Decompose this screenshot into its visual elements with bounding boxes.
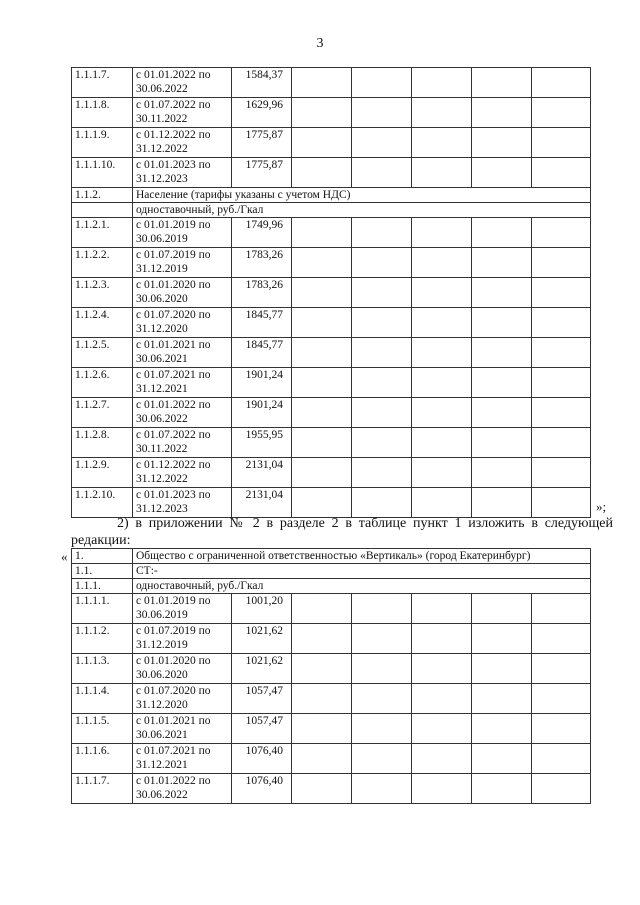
row-code: 1.1.2.10. [72,488,133,518]
period-line: 31.12.2020 [136,699,188,711]
empty-cell [412,774,472,804]
period-line: 31.12.2022 [136,143,188,155]
empty-cell [472,248,532,278]
empty-cell [412,684,472,714]
paragraph-line-2: редакции: [71,533,131,548]
empty-cell [472,684,532,714]
table-section-row [72,549,591,564]
period-line: 30.06.2022 [136,789,188,801]
period-line: с 01.01.2022 по [136,399,211,411]
row-code: 1.1.2.1. [72,218,133,248]
row-code: 1.1.1.7. [72,774,133,804]
empty-cell [352,368,412,398]
section-title: Население (тарифы указаны с учетом НДС) [133,188,591,203]
row-code: 1.1.1.1. [72,594,133,624]
page-number: 3 [316,36,324,51]
period-line: 30.11.2022 [136,113,188,125]
empty-cell [532,714,591,744]
period-cell [133,158,232,188]
empty-cell [292,68,352,98]
tariff-value: 2131,04 [232,488,292,518]
tariff-value: 1845,77 [232,308,292,338]
table-row [72,744,591,774]
tariff-value: 1076,40 [232,774,292,804]
tariff-value: 1749,96 [232,218,292,248]
table-row [72,398,591,428]
empty-cell [472,128,532,158]
empty-cell [472,278,532,308]
period-cell [133,774,232,804]
empty-cell [292,624,352,654]
empty-cell [472,218,532,248]
period-line: с 01.01.2020 по [136,655,211,667]
period-cell [133,714,232,744]
empty-cell [412,594,472,624]
period-line: 31.12.2023 [136,173,188,185]
empty-cell [412,398,472,428]
empty-cell [412,488,472,518]
table-row [72,68,591,98]
tariff-value: 1783,26 [232,248,292,278]
row-code: 1.1.1.8. [72,98,133,128]
table-row [72,488,591,518]
empty-cell [472,458,532,488]
empty-cell [352,338,412,368]
empty-cell [532,458,591,488]
empty-cell [412,98,472,128]
empty-cell [472,714,532,744]
empty-cell [532,218,591,248]
period-line: 31.12.2022 [136,473,188,485]
table-row [72,308,591,338]
table-row [72,158,591,188]
empty-cell [292,458,352,488]
period-cell [133,654,232,684]
empty-cell [352,428,412,458]
period-line: с 01.01.2021 по [136,339,211,351]
empty-cell [292,714,352,744]
period-cell [133,338,232,368]
tariff-value: 1845,77 [232,338,292,368]
empty-cell [412,654,472,684]
empty-cell [292,488,352,518]
empty-cell [532,308,591,338]
table-row [72,774,591,804]
empty-cell [352,654,412,684]
tariff-value: 1901,24 [232,368,292,398]
empty-cell [352,308,412,338]
empty-cell [532,338,591,368]
empty-cell [352,248,412,278]
empty-cell [472,158,532,188]
empty-cell [292,428,352,458]
period-line: с 01.12.2022 по [136,459,211,471]
period-cell [133,488,232,518]
period-cell [133,308,232,338]
period-line: 30.06.2022 [136,83,188,95]
empty-cell [532,654,591,684]
period-line: 30.06.2021 [136,353,188,365]
table-row [72,684,591,714]
empty-cell [352,158,412,188]
period-cell [133,98,232,128]
table-row [72,654,591,684]
period-line: 30.06.2021 [136,729,188,741]
period-line: с 01.12.2022 по [136,129,211,141]
table-row [72,624,591,654]
period-line: 30.06.2022 [136,413,188,425]
period-line: с 01.07.2022 по [136,99,211,111]
period-line: 30.06.2019 [136,233,188,245]
period-cell [133,128,232,158]
empty-cell [532,278,591,308]
table-section-row [72,203,591,218]
period-line: с 01.01.2023 по [136,159,211,171]
empty-cell [352,594,412,624]
table-row [72,218,591,248]
empty-cell [532,68,591,98]
section-title: Общество с ограниченной ответственностью «Вертикаль» (город Екатеринбург) [133,549,591,564]
empty-cell [532,684,591,714]
empty-cell [532,594,591,624]
empty-cell [352,624,412,654]
table-row [72,338,591,368]
empty-cell [292,654,352,684]
row-code: 1.1.2.6. [72,368,133,398]
row-code: 1.1.2.8. [72,428,133,458]
period-cell [133,218,232,248]
row-code: 1.1.1.7. [72,68,133,98]
tariff-table-top-body [72,68,591,518]
section-title: одноставочный, руб./Гкал [133,579,591,594]
opening-quote-mark: « [61,549,68,564]
empty-cell [412,428,472,458]
empty-cell [352,278,412,308]
row-code: 1.1.1.6. [72,744,133,774]
empty-cell [472,98,532,128]
period-line: с 01.01.2022 по [136,775,211,787]
empty-cell [292,128,352,158]
empty-cell [352,68,412,98]
empty-cell [532,398,591,428]
empty-cell [352,218,412,248]
table-section-row [72,188,591,203]
period-line: с 01.07.2022 по [136,429,211,441]
empty-cell [412,158,472,188]
empty-cell [352,398,412,428]
table-row [72,428,591,458]
empty-cell [472,488,532,518]
period-cell [133,428,232,458]
period-cell [133,68,232,98]
table-row [72,368,591,398]
row-code: 1.1.2.9. [72,458,133,488]
table-row [72,594,591,624]
empty-cell [292,218,352,248]
table-row [72,714,591,744]
row-code: 1.1. [72,564,133,579]
row-code: 1.1.2.5. [72,338,133,368]
period-cell [133,744,232,774]
row-code: 1. [72,549,133,564]
period-line: с 01.07.2019 по [136,249,211,261]
empty-cell [412,68,472,98]
period-line: 31.12.2020 [136,323,188,335]
empty-cell [412,458,472,488]
empty-cell [292,368,352,398]
tariff-value: 1057,47 [232,714,292,744]
empty-cell [472,308,532,338]
period-line: 30.06.2019 [136,609,188,621]
paragraph-line-1: 2) в приложении № 2 в разделе 2 в таблице пункт 1 изложить в следующей [117,516,613,531]
period-line: 30.06.2020 [136,669,188,681]
empty-cell [532,488,591,518]
tariff-table-bottom-body [72,549,591,804]
empty-cell [352,714,412,744]
empty-cell [292,98,352,128]
empty-cell [472,624,532,654]
empty-cell [412,248,472,278]
period-cell [133,278,232,308]
empty-cell [352,98,412,128]
period-line: с 01.01.2022 по [136,69,211,81]
empty-cell [352,488,412,518]
closing-quote-mark: »; [596,499,607,514]
period-line: с 01.01.2019 по [136,219,211,231]
period-line: с 01.07.2021 по [136,745,211,757]
tariff-table-top [71,67,591,518]
table-section-row [72,564,591,579]
period-line: 31.12.2021 [136,383,188,395]
section-title: СТ:- [133,564,591,579]
empty-cell [292,398,352,428]
table-row [72,458,591,488]
empty-cell [412,128,472,158]
empty-cell [292,338,352,368]
empty-cell [292,248,352,278]
empty-cell [292,594,352,624]
period-line: 30.06.2020 [136,293,188,305]
tariff-value: 1775,87 [232,128,292,158]
table-row [72,278,591,308]
empty-cell [532,128,591,158]
row-code: 1.1.2.7. [72,398,133,428]
row-code: 1.1.1.3. [72,654,133,684]
empty-cell [412,218,472,248]
row-code: 1.1.1.5. [72,714,133,744]
empty-cell [292,278,352,308]
table-row [72,98,591,128]
tariff-value: 2131,04 [232,458,292,488]
tariff-value: 1021,62 [232,654,292,684]
empty-cell [292,308,352,338]
period-line: с 01.07.2019 по [136,625,211,637]
empty-cell [472,428,532,458]
row-code: 1.1.2.2. [72,248,133,278]
period-line: с 01.01.2021 по [136,715,211,727]
empty-cell [292,158,352,188]
row-code: 1.1.1.9. [72,128,133,158]
empty-cell [532,428,591,458]
row-code [72,203,133,218]
table-row [72,248,591,278]
empty-cell [352,774,412,804]
table-row [72,128,591,158]
period-line: 31.12.2019 [136,639,188,651]
empty-cell [412,624,472,654]
empty-cell [532,248,591,278]
period-line: с 01.07.2020 по [136,685,211,697]
empty-cell [532,774,591,804]
empty-cell [412,744,472,774]
empty-cell [292,744,352,774]
empty-cell [412,368,472,398]
empty-cell [532,98,591,128]
period-cell [133,248,232,278]
tariff-value: 1057,47 [232,684,292,714]
empty-cell [412,278,472,308]
row-code: 1.1.2.4. [72,308,133,338]
period-line: с 01.07.2021 по [136,369,211,381]
empty-cell [472,594,532,624]
row-code: 1.1.1. [72,579,133,594]
period-line: 30.11.2022 [136,443,188,455]
empty-cell [412,714,472,744]
empty-cell [412,338,472,368]
empty-cell [532,744,591,774]
empty-cell [472,744,532,774]
row-code: 1.1.2.3. [72,278,133,308]
period-line: 31.12.2019 [136,263,188,275]
empty-cell [352,128,412,158]
period-cell [133,458,232,488]
tariff-value: 1584,37 [232,68,292,98]
tariff-value: 1775,87 [232,158,292,188]
period-line: с 01.07.2020 по [136,309,211,321]
empty-cell [352,458,412,488]
period-cell [133,624,232,654]
tariff-value: 1783,26 [232,278,292,308]
empty-cell [472,338,532,368]
tariff-value: 1076,40 [232,744,292,774]
row-code: 1.1.1.10. [72,158,133,188]
section-title: одноставочный, руб./Гкал [133,203,591,218]
period-cell [133,684,232,714]
period-cell [133,368,232,398]
empty-cell [472,68,532,98]
empty-cell [352,744,412,774]
tariff-value: 1021,62 [232,624,292,654]
tariff-value: 1901,24 [232,398,292,428]
tariff-value: 1629,96 [232,98,292,128]
row-code: 1.1.1.4. [72,684,133,714]
period-line: с 01.01.2019 по [136,595,211,607]
empty-cell [352,684,412,714]
tariff-value: 1955,95 [232,428,292,458]
empty-cell [472,398,532,428]
empty-cell [472,774,532,804]
row-code: 1.1.1.2. [72,624,133,654]
empty-cell [472,368,532,398]
period-line: с 01.01.2023 по [136,489,211,501]
empty-cell [292,774,352,804]
empty-cell [532,368,591,398]
period-line: с 01.01.2020 по [136,279,211,291]
tariff-value: 1001,20 [232,594,292,624]
empty-cell [292,684,352,714]
empty-cell [412,308,472,338]
period-line: 31.12.2023 [136,503,188,515]
tariff-table-bottom [71,548,591,804]
table-section-row [72,579,591,594]
empty-cell [472,654,532,684]
row-code: 1.1.2. [72,188,133,203]
period-cell [133,594,232,624]
empty-cell [532,158,591,188]
empty-cell [532,624,591,654]
period-line: 31.12.2021 [136,759,188,771]
period-cell [133,398,232,428]
